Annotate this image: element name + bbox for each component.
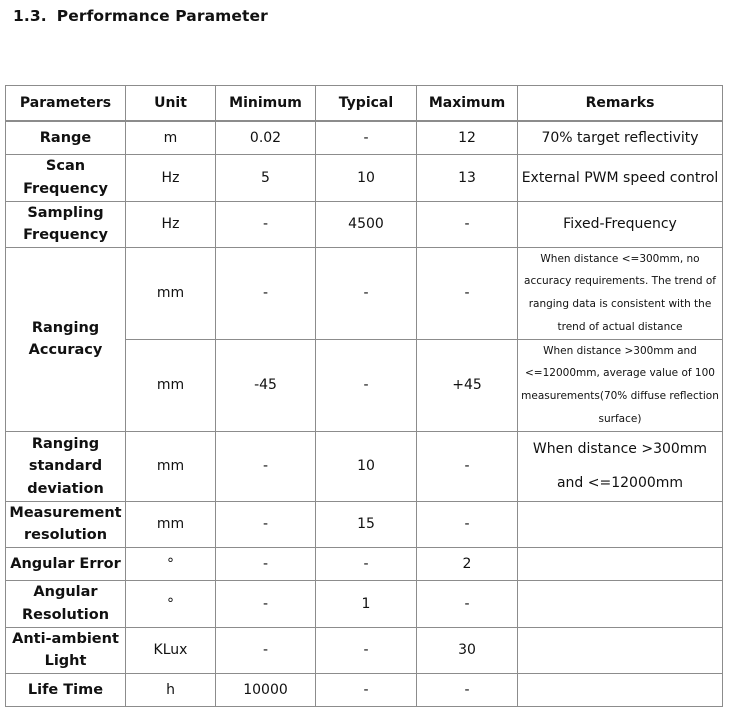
- param-cell: Measurement resolution: [6, 501, 126, 547]
- table-row: [6, 121, 723, 154]
- unit-cell: h: [126, 673, 216, 706]
- remark-cell: When distance >300mm and <=12000mm: [518, 431, 723, 501]
- min-cell: -: [216, 627, 316, 673]
- remark-cell: [518, 501, 723, 547]
- table-header-row: [6, 86, 723, 122]
- table-row: [6, 431, 723, 501]
- header-parameters: Parameters: [6, 86, 126, 122]
- param-cell: Angular Resolution: [6, 580, 126, 627]
- unit-cell: KLux: [126, 627, 216, 673]
- header-maximum: Maximum: [417, 86, 518, 122]
- param-cell: Life Time: [6, 673, 126, 706]
- header-remarks: Remarks: [518, 86, 723, 122]
- typ-cell: 10: [316, 154, 417, 201]
- min-cell: -: [216, 501, 316, 547]
- param-cell: Sampling Frequency: [6, 201, 126, 247]
- param-cell: Anti-ambient Light: [6, 627, 126, 673]
- typ-cell: -: [316, 247, 417, 339]
- min-cell: -45: [216, 339, 316, 431]
- unit-cell: mm: [126, 431, 216, 501]
- remark-cell: [518, 580, 723, 627]
- max-cell: -: [417, 247, 518, 339]
- max-cell: 12: [417, 121, 518, 154]
- min-cell: -: [216, 547, 316, 580]
- table-row: [6, 547, 723, 580]
- header-typical: Typical: [316, 86, 417, 122]
- unit-cell: °: [126, 580, 216, 627]
- remark-cell: [518, 627, 723, 673]
- table-row: [6, 580, 723, 627]
- header-unit: Unit: [126, 86, 216, 122]
- min-cell: -: [216, 247, 316, 339]
- remark-cell: External PWM speed control: [518, 154, 723, 201]
- unit-cell: m: [126, 121, 216, 154]
- remark-cell: [518, 673, 723, 706]
- performance-parameter-table: [5, 85, 723, 707]
- max-cell: -: [417, 673, 518, 706]
- table-row: [6, 247, 723, 339]
- max-cell: -: [417, 501, 518, 547]
- section-heading: [13, 7, 268, 25]
- param-cell: Range: [6, 121, 126, 154]
- min-cell: 10000: [216, 673, 316, 706]
- typ-cell: -: [316, 673, 417, 706]
- typ-cell: -: [316, 121, 417, 154]
- section-title: Performance Parameter: [56, 7, 268, 25]
- min-cell: -: [216, 580, 316, 627]
- unit-cell: °: [126, 547, 216, 580]
- unit-cell: mm: [126, 247, 216, 339]
- max-cell: 30: [417, 627, 518, 673]
- typ-cell: -: [316, 339, 417, 431]
- table-row: [6, 501, 723, 547]
- table-row: [6, 627, 723, 673]
- unit-cell: mm: [126, 339, 216, 431]
- remark-cell: Fixed-Frequency: [518, 201, 723, 247]
- remark-cell: When distance >300mm and <=12000mm, average value of 100 measurements(70% diffuse reflection surface): [518, 339, 723, 431]
- unit-cell: mm: [126, 501, 216, 547]
- min-cell: -: [216, 201, 316, 247]
- remark-cell: When distance <=300mm, no accuracy requirements. The trend of ranging data is consistent with the trend of actual distance: [518, 247, 723, 339]
- section-number: 1.3.: [13, 7, 47, 25]
- unit-cell: Hz: [126, 154, 216, 201]
- max-cell: -: [417, 201, 518, 247]
- param-cell: Angular Error: [6, 547, 126, 580]
- typ-cell: 10: [316, 431, 417, 501]
- min-cell: 0.02: [216, 121, 316, 154]
- min-cell: 5: [216, 154, 316, 201]
- unit-cell: Hz: [126, 201, 216, 247]
- table-row: [6, 201, 723, 247]
- remark-cell: 70% target reflectivity: [518, 121, 723, 154]
- typ-cell: -: [316, 547, 417, 580]
- param-cell: Ranging Accuracy: [6, 247, 126, 431]
- max-cell: -: [417, 580, 518, 627]
- max-cell: 13: [417, 154, 518, 201]
- header-minimum: Minimum: [216, 86, 316, 122]
- max-cell: 2: [417, 547, 518, 580]
- param-cell: Scan Frequency: [6, 154, 126, 201]
- param-cell: Ranging standard deviation: [6, 431, 126, 501]
- typ-cell: 1: [316, 580, 417, 627]
- max-cell: -: [417, 431, 518, 501]
- table-row: [6, 673, 723, 706]
- min-cell: -: [216, 431, 316, 501]
- table-row: [6, 154, 723, 201]
- typ-cell: 4500: [316, 201, 417, 247]
- typ-cell: -: [316, 627, 417, 673]
- remark-cell: [518, 547, 723, 580]
- max-cell: +45: [417, 339, 518, 431]
- typ-cell: 15: [316, 501, 417, 547]
